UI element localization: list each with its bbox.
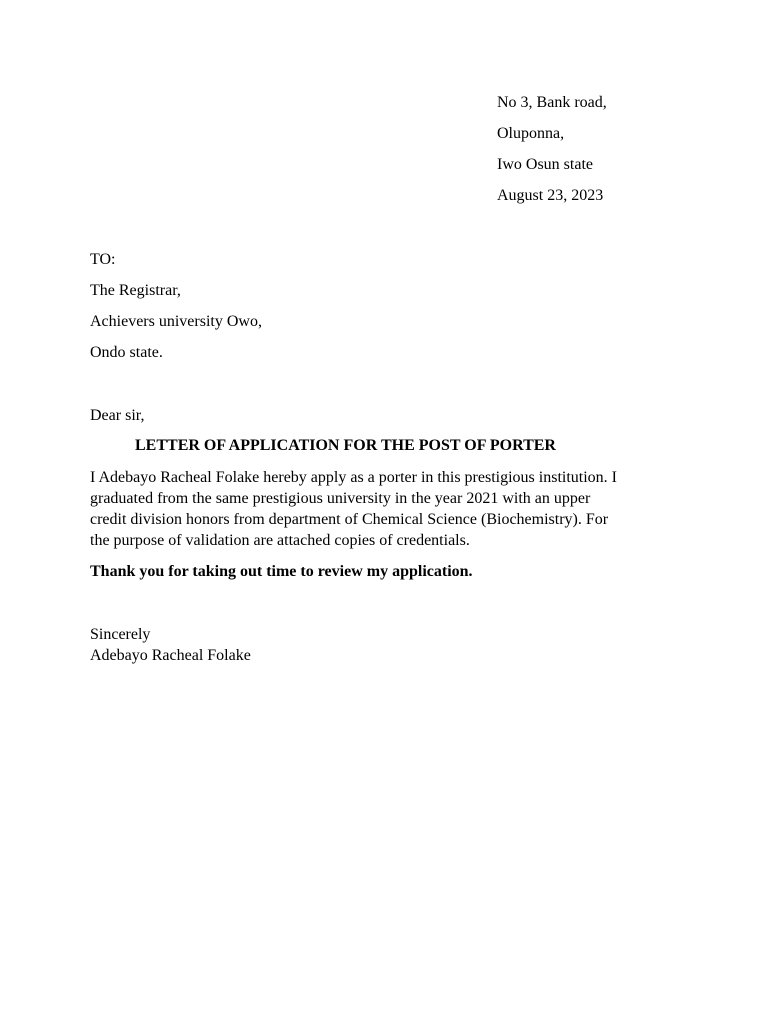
thanks-note: Thank you for taking out time to review my application. [90,563,473,580]
sender-address-line-1: No 3, Bank road, [497,94,607,111]
signature-name: Adebayo Racheal Folake [90,647,251,664]
valediction: Sincerely [90,626,151,643]
salutation: Dear sir, [90,407,145,424]
body-line-1: I Adebayo Racheal Folake hereby apply as a porter in this prestigious institution. I [90,469,617,486]
body-line-2: graduated from the same prestigious university in the year 2021 with an upper [90,490,591,507]
letter-subject: LETTER OF APPLICATION FOR THE POST OF PORTER [135,437,556,454]
closing [90,624,251,666]
recipient-address [90,250,262,374]
sender-address [497,93,607,217]
recipient-line-2: Achievers university Owo, [90,313,262,330]
sender-address-line-2: Oluponna, [497,125,565,142]
letter-date: August 23, 2023 [497,187,604,204]
recipient-line-3: Ondo state. [90,344,163,361]
body-line-3: credit division honors from department of Chemical Science (Biochemistry). For [90,511,609,528]
sender-address-line-3: Iwo Osun state [497,156,593,173]
recipient-to-label: TO: [90,251,116,268]
letter-body [90,467,690,551]
body-line-4: the purpose of validation are attached copies of credentials. [90,532,470,549]
recipient-line-1: The Registrar, [90,282,181,299]
